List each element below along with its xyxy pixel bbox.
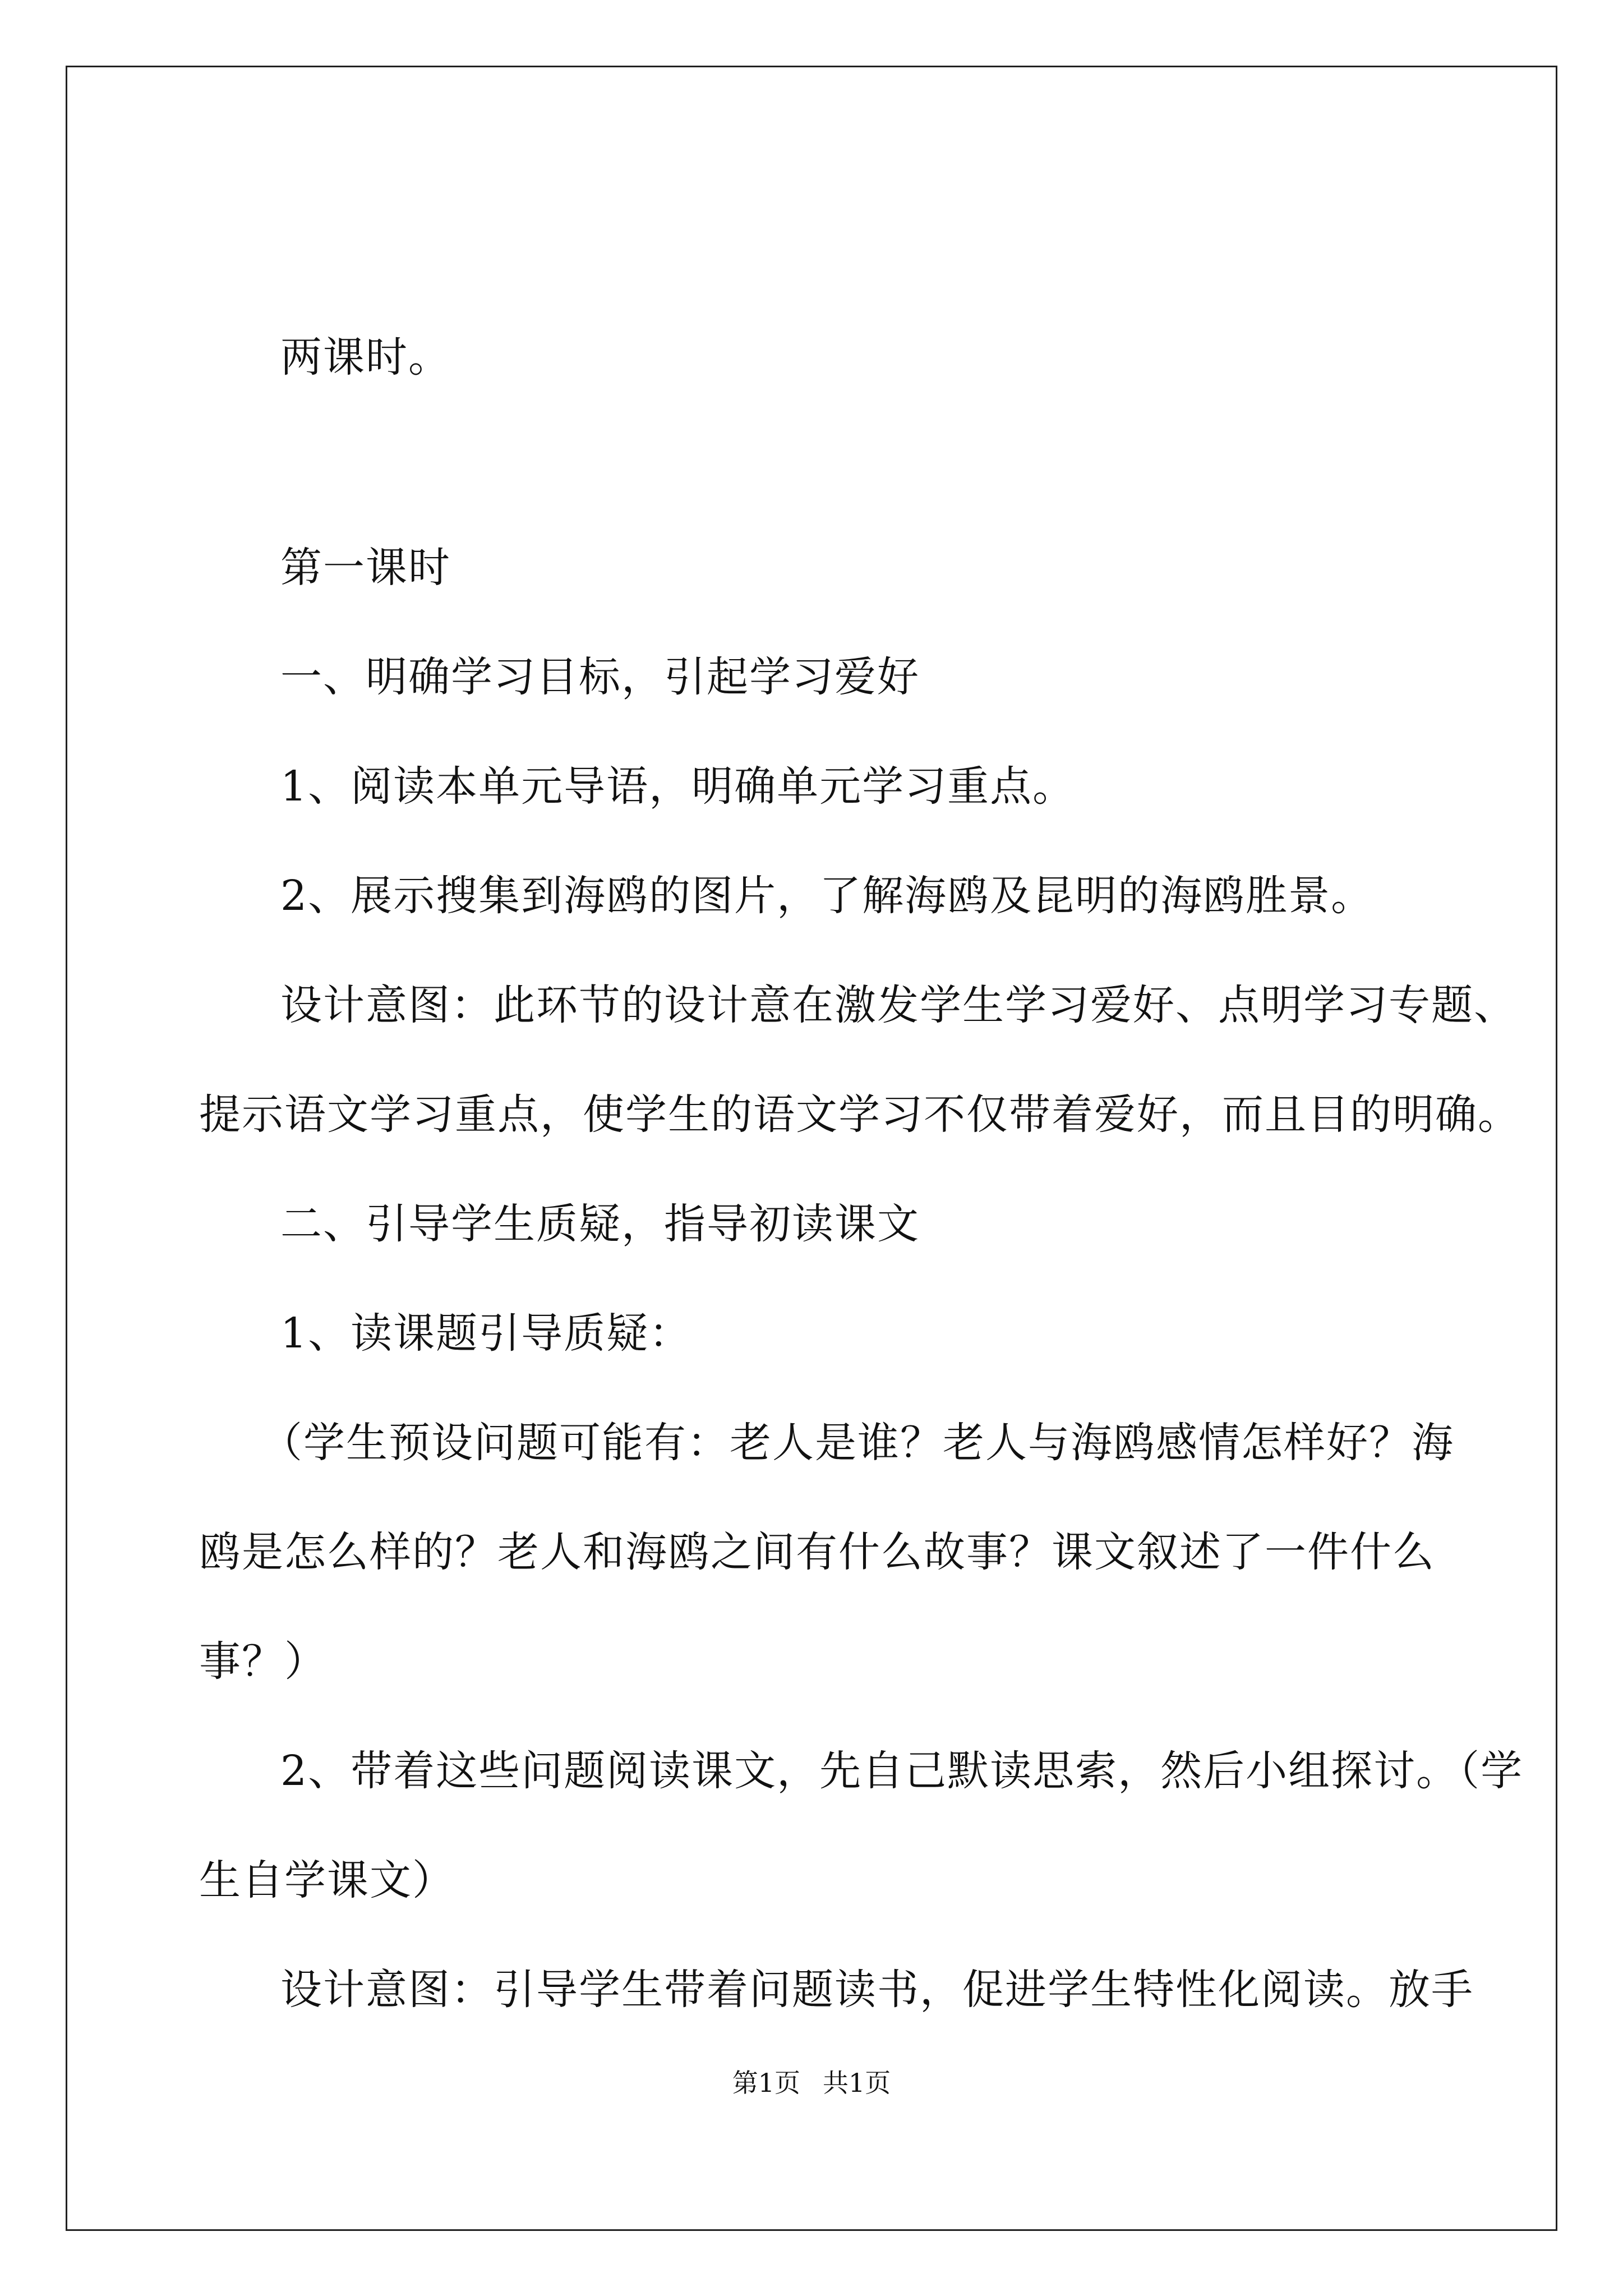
- line-questions-1: （学生预设问题可能有：老人是谁？老人与海鸥感情怎样好？海: [261, 1419, 1454, 1467]
- line-design-intent-1: 设计意图：此环节的设计意在激发学生学习爱好、点明学习专题、: [280, 981, 1516, 1029]
- page-number-label: 第1页: [732, 2068, 800, 2098]
- line-questions-2: 鸥是怎么样的？老人和海鸥之间有什么故事？课文叙述了一件什么: [199, 1528, 1435, 1576]
- line-read-title: 1、读课题引导质疑：: [280, 1309, 692, 1358]
- line-section-one-heading: 一、明确学习目标，引起学习爱好: [280, 653, 920, 701]
- line-first-lesson-heading: 第一课时: [280, 544, 451, 592]
- line-design-intent-2: 设计意图：引导学生带着问题读书，促进学生特性化阅读。放手: [280, 1966, 1474, 2014]
- line-read-with-questions-cont: 生自学课文）: [199, 1856, 455, 1904]
- line-questions-3: 事？）: [199, 1637, 327, 1686]
- line-section-two-heading: 二、引导学生质疑，指导初读课文: [280, 1200, 920, 1248]
- page-border: [66, 66, 1557, 2231]
- line-item-2: 2、展示搜集到海鸥的图片，了解海鸥及昆明的海鸥胜景。: [280, 872, 1374, 920]
- line-read-with-questions: 2、带着这些问题阅读课文，先自己默读思索，然后小组探讨。（学: [280, 1747, 1524, 1795]
- line-design-intent-1-cont: 提示语文学习重点，使学生的语文学习不仅带着爱好，而且目的明确。: [199, 1091, 1520, 1139]
- line-item-1: 1、阅读本单元导语，明确单元学习重点。: [280, 762, 1076, 811]
- page-total-label: 共1页: [823, 2068, 891, 2098]
- line-duration: 两课时。: [280, 333, 451, 381]
- page-footer: [0, 2070, 1623, 2096]
